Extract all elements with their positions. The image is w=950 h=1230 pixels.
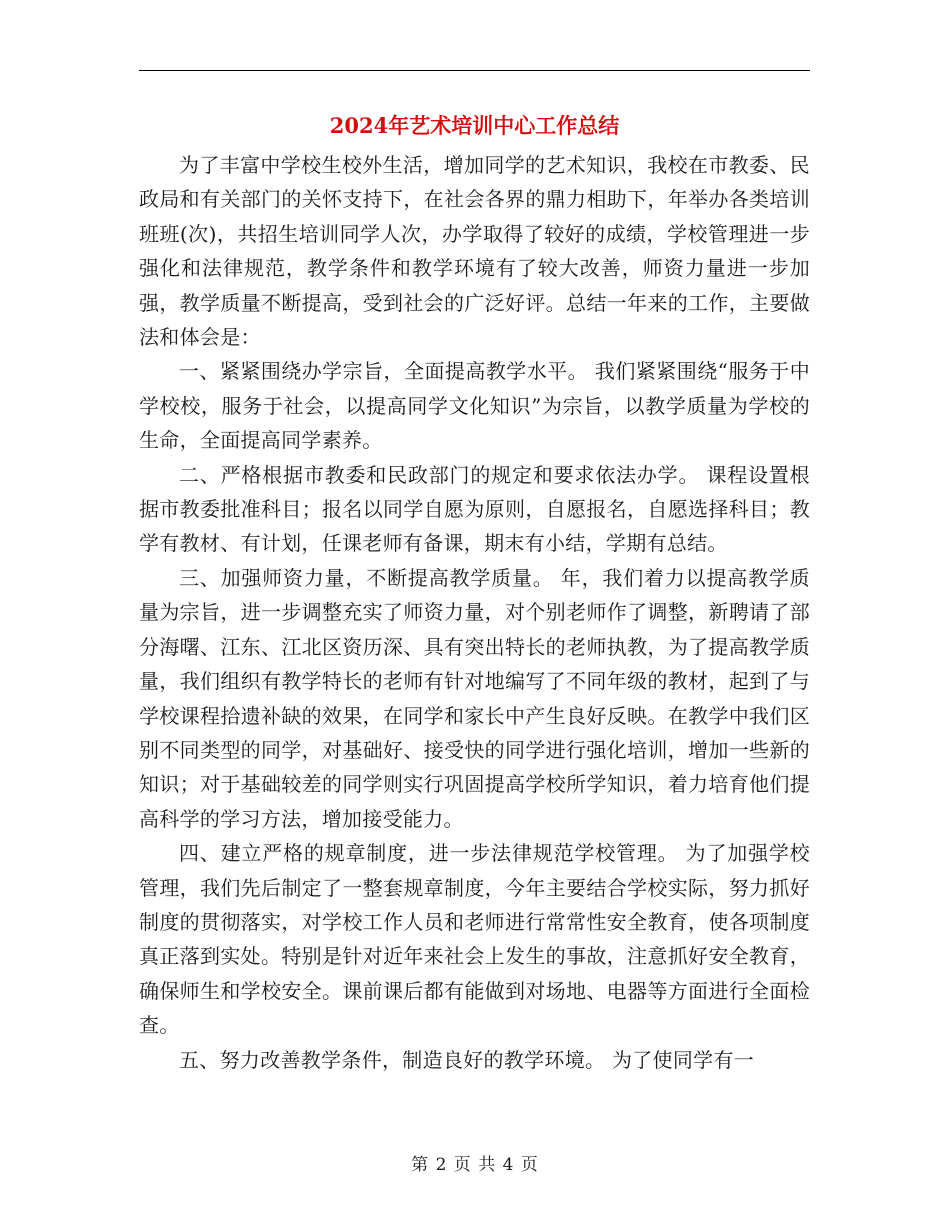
page-number-footer: 第 2 页 共 4 页 (411, 1155, 539, 1175)
paragraph-section-3: 三、加强师资力量，不断提高教学质量。 年，我们着力以提高教学质量为宗旨，进一步调整充实了师资力量，对个别老师作了调整，新聘请了部分海曙、江东、江北区资历深、具有突出特长的老师执教，为了提高教学质量，我们组织有教学特长的老师有针对地编写了不同年级的教材，起到了与学校课程拾遗补缺的效果，在同学和家长中产生良好反映。在教学中我们区别不同类型的同学，对基础好、接受快的同学进行强化培训，增加一些新的知识；对于基础较差的同学则实行巩固提高学校所学知识，着力培育他们提高科学的学习方法，增加接受能力。 (139, 565, 810, 831)
paragraph-section-2: 二、严格根据市教委和民政部门的规定和要求依法办学。 课程设置根据市教委批准科目；报名以同学自愿为原则，自愿报名，自愿选择科目；教学有教材、有计划，任课老师有备课，期末有小结，学期有总结。 (139, 462, 810, 556)
paragraph-section-5: 五、努力改善教学条件，制造良好的教学环境。 为了使同学有一 (179, 1047, 755, 1072)
paragraph-section-4: 四、建立严格的规章制度，进一步法律规范学校管理。 为了加强学校管理，我们先后制定了一整套规章制度，今年主要结合学校实际，努力抓好制度的贯彻落实，对学校工作人员和老师进行常常性安全教育，使各项制度真正落到实处。特别是针对近年来社会上发生的事故，注意抓好安全教育，确保师生和学校安全。课前课后都有能做到对场地、电器等方面进行全面检查。 (139, 841, 810, 1038)
paragraph-intro: 为了丰富中学校生校外生活，增加同学的艺术知识，我校在市教委、民政局和有关部门的关怀支持下，在社会各界的鼎力相助下，年举办各类培训班班(次)，共招生培训同学人次，办学取得了较好的成绩，学校管理进一步强化和法律规范，教学条件和教学环境有了较大改善，师资力量进一步加强，教学质量不断提高，受到社会的广泛好评。总结一年来的工作，主要做法和体会是： (139, 153, 810, 350)
document-title: 2024年艺术培训中心工作总结 (329, 113, 620, 138)
paragraph-section-1: 一、紧紧围绕办学宗旨，全面提高教学水平。 我们紧紧围绕“服务于中学校校，服务于社会，以提高同学文化知识”为宗旨，以教学质量为学校的生命，全面提高同学素养。 (139, 359, 810, 453)
header-rule (139, 70, 810, 71)
document-body (139, 148, 810, 1077)
